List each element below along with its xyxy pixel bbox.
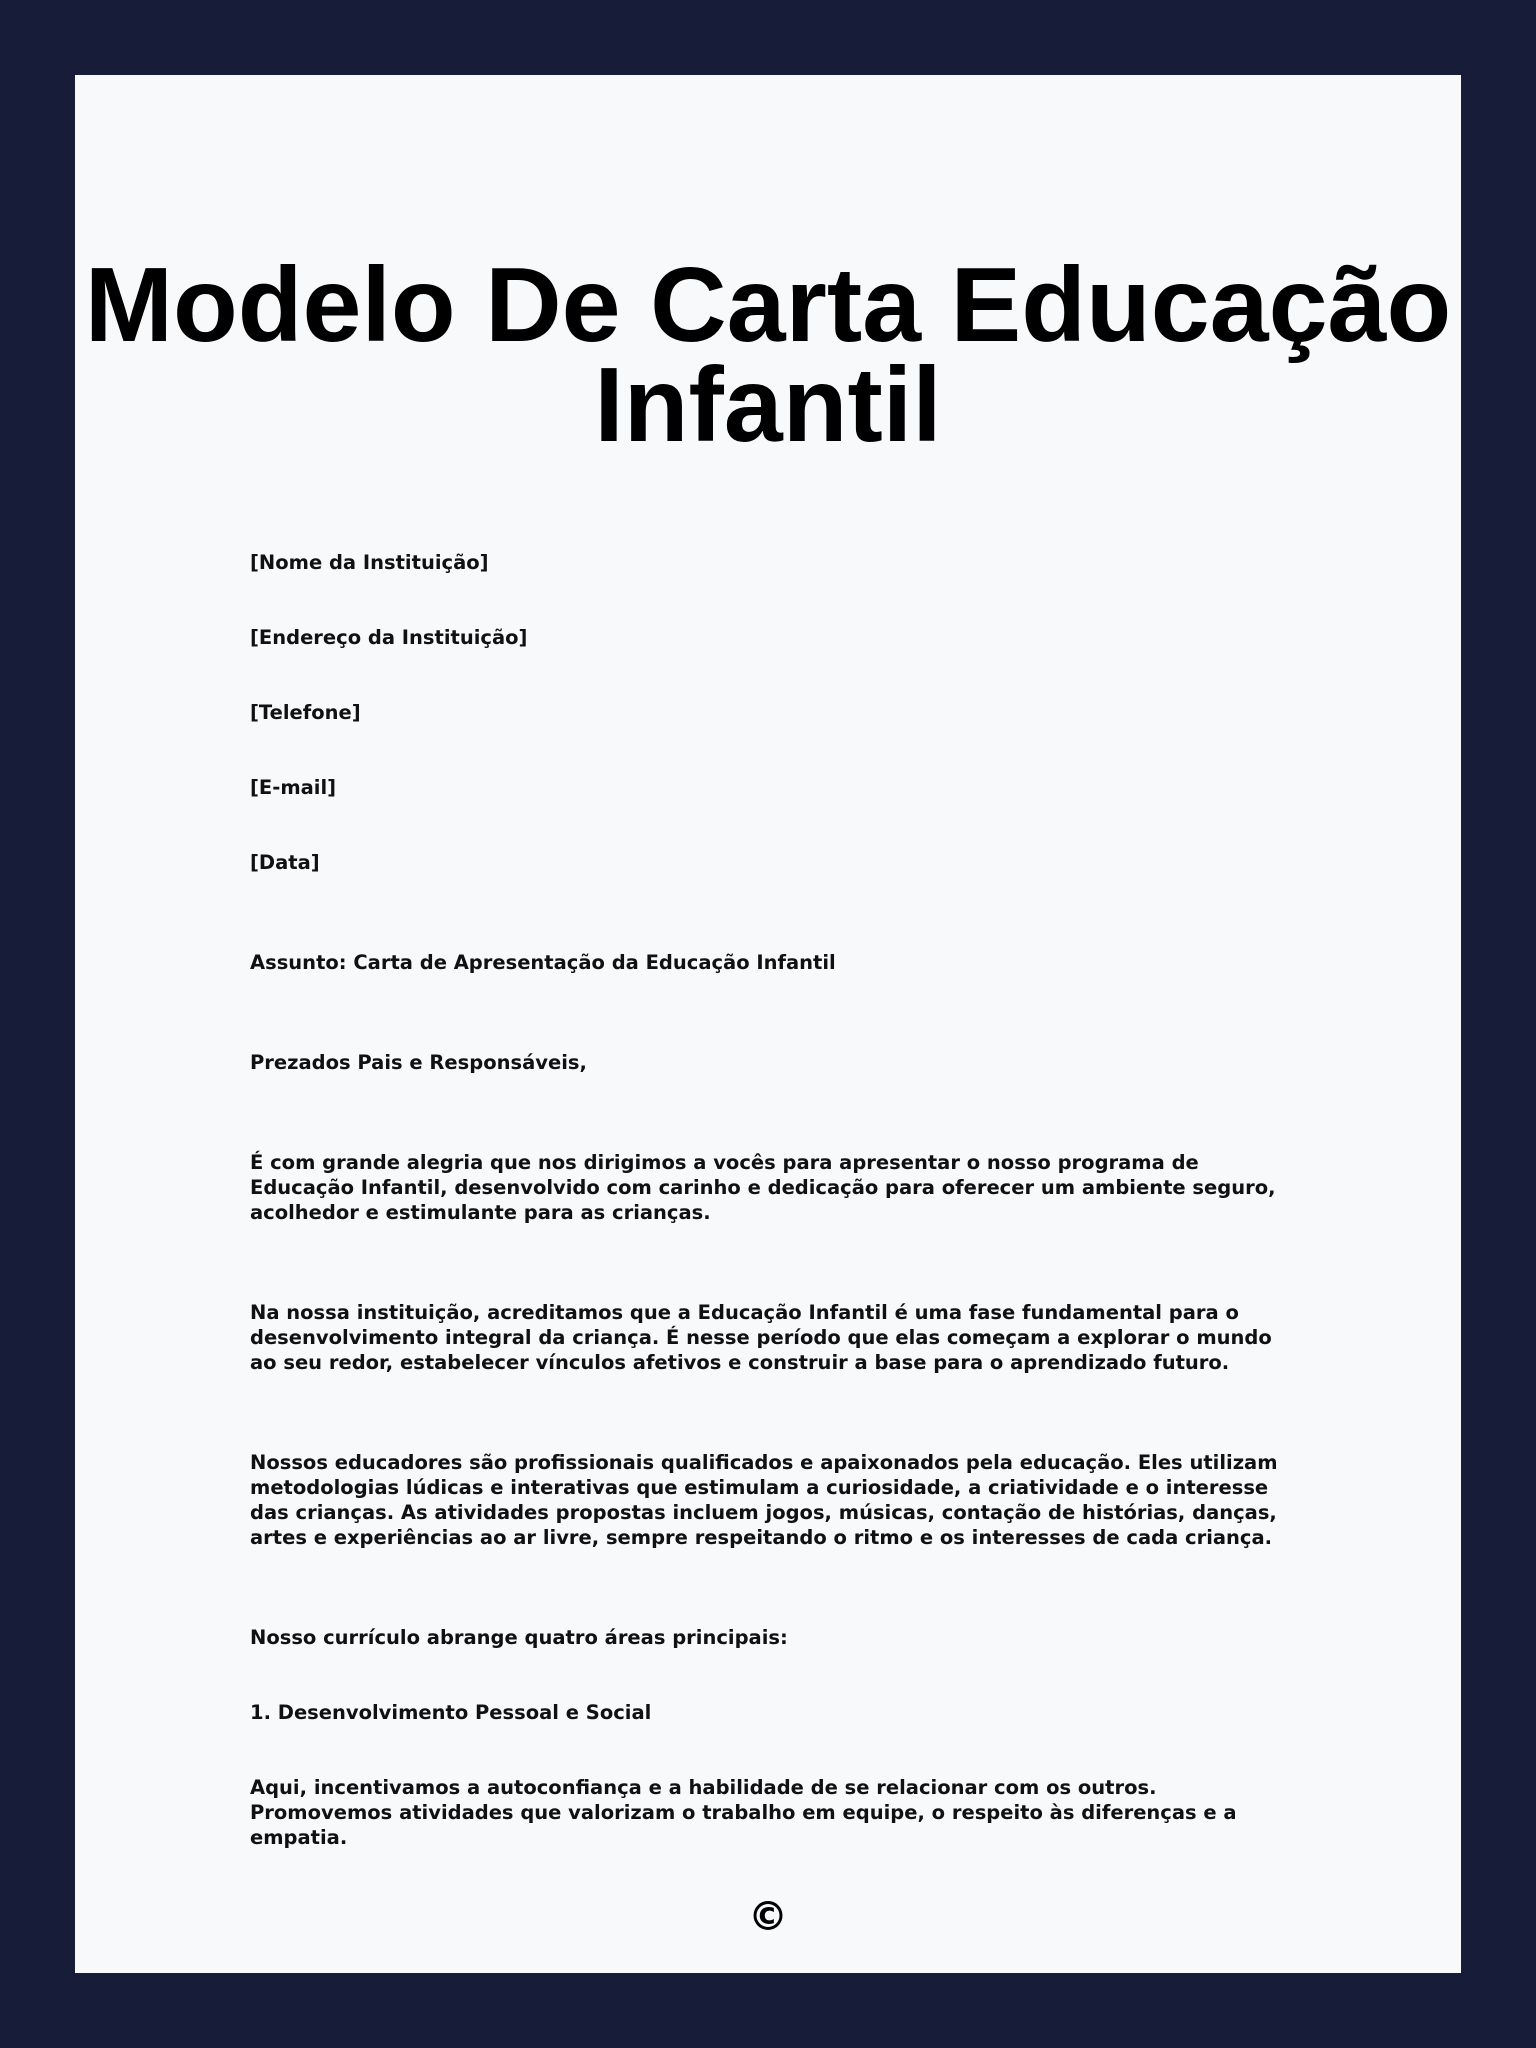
email-field: [E-mail] — [250, 776, 337, 799]
phone-field: [Telefone] — [250, 701, 361, 724]
letter-subject: Assunto: Carta de Apresentação da Educação Infantil — [250, 951, 836, 974]
paragraph-philosophy: Na nossa instituição, acreditamos que a Educação Infantil é uma fase fundamental para o desenvolvimento integral da criança. É nesse período que elas começam a explorar o mundo ao seu redor, estabelecer vínculos afetivos e construir a base para o aprendizado futuro. — [250, 1301, 1272, 1374]
curriculum-intro: Nosso currículo abrange quatro áreas principais: — [250, 1626, 788, 1649]
paragraph-educators: Nossos educadores são profissionais qualificados e apaixonados pela educação. Eles utilizam metodologias lúdicas e interativas que estimulam a curiosidade, a criatividade e o interesse das crianças. As atividades propostas incluem jogos, músicas, contação de histórias, danças, artes e experiências ao ar livre, sempre respeitando o ritmo e os interesses de cada criança. — [250, 1451, 1278, 1549]
section-text-personal-social: Aqui, incentivamos a autoconfiança e a habilidade de se relacionar com os outros. Promovemos atividades que valorizam o trabalho em equipe, o respeito às diferenças e a empatia. — [250, 1776, 1237, 1849]
paragraph-introduction: É com grande alegria que nos dirigimos a vocês para apresentar o nosso programa de Educação Infantil, desenvolvido com carinho e dedicação para oferecer um ambiente seguro, acolhedor e estimulante para as crianças. — [250, 1151, 1276, 1224]
section-heading-personal-social: 1. Desenvolvimento Pessoal e Social — [250, 1701, 652, 1724]
document-page — [75, 75, 1461, 1973]
document-title: Modelo De Carta Educação Infantil — [84, 246, 1452, 464]
institution-name-field: [Nome da Instituição] — [250, 551, 489, 574]
copyright-icon: © — [748, 1894, 788, 1940]
institution-address-field: [Endereço da Instituição] — [250, 626, 528, 649]
date-field: [Data] — [250, 851, 320, 874]
letter-greeting: Prezados Pais e Responsáveis, — [250, 1051, 587, 1074]
